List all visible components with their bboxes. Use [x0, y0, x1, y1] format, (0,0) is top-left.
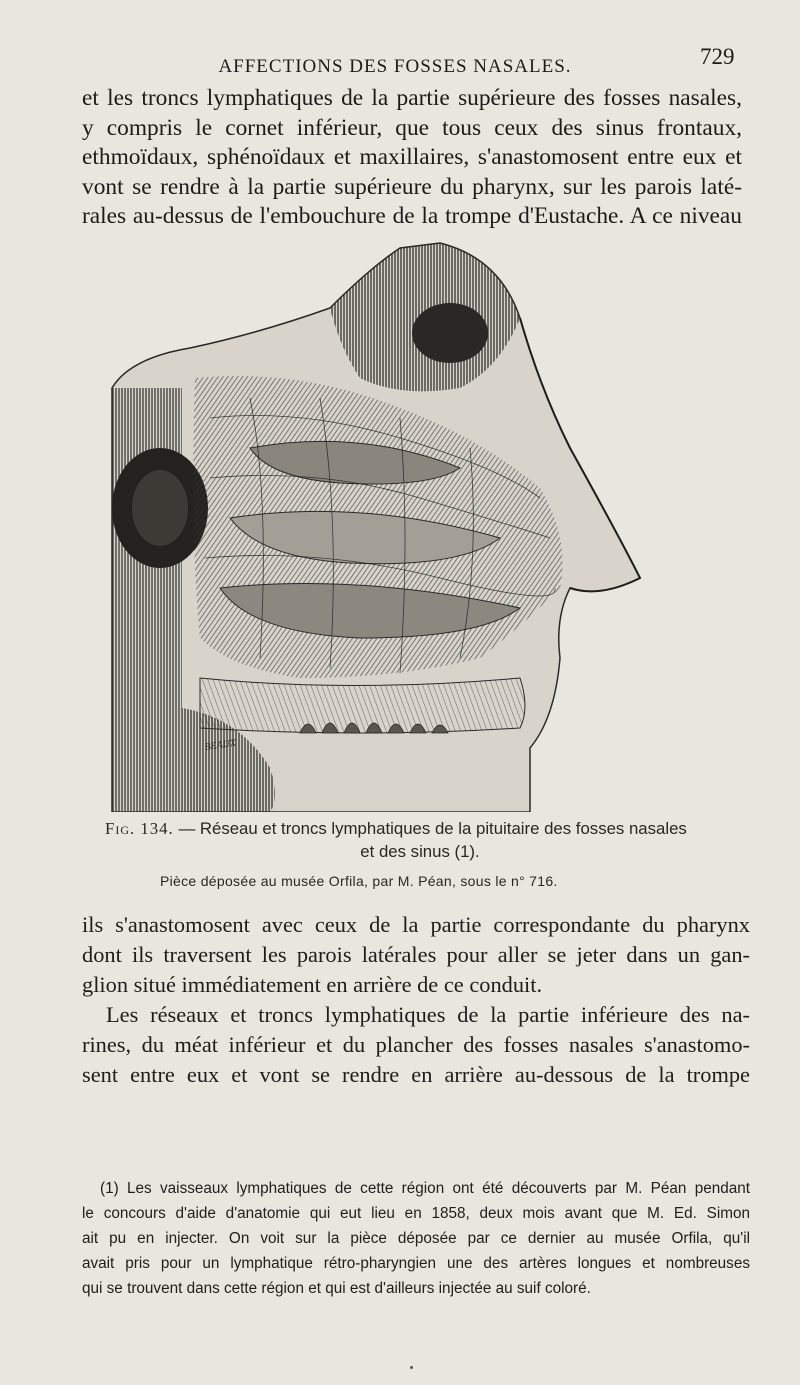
text-line: glion situé immédiatement en arrière de ce conduit. [82, 972, 543, 997]
text-line: Les réseaux et troncs lymphatiques de la partie inférieure des na- [106, 1002, 750, 1027]
footnote [82, 1176, 750, 1301]
top-paragraph [82, 84, 742, 232]
text-line: sent entre eux et vont se rendre en arrière au-dessous de la trompe [82, 1062, 750, 1087]
text-line: ils s'anastomosent avec ceux de la partie correspondante du pharynx [82, 912, 750, 937]
figure-label: Fig. 134. [105, 819, 174, 838]
page-number: 729 [700, 44, 735, 69]
text-line: y compris le cornet inférieur, que tous ceux des sinus frontaux, [82, 114, 742, 141]
main-paragraph [82, 910, 750, 1090]
text-line: et les troncs lymphatiques de la partie supérieure des fosses nasales, [82, 85, 742, 111]
anatomical-engraving [100, 238, 690, 812]
frontal-sinus [412, 303, 488, 363]
text-line: rines, du méat inférieur et du plancher des fosses nasales s'anastomo- [82, 1032, 750, 1057]
caption-text: — Réseau et troncs lymphatiques de la pituitaire des fosses nasales [178, 819, 687, 838]
running-title: AFFECTIONS DES FOSSES NASALES. [218, 56, 572, 77]
footnote-line: qui se trouvent dans cette région et qui est d'ailleurs injectée au suif coloré. [82, 1280, 591, 1297]
footnote-line: ait pu en injecter. On voit sur la pièce déposée par ce dernier au musée Orfila, qu'il [82, 1230, 750, 1247]
caption-text: et des sinus (1). [360, 842, 480, 861]
print-dot [410, 1366, 413, 1369]
hard-palate [200, 678, 525, 733]
text-line: rales au-dessus de l'embouchure de la trompe d'Eustache. A ce niveau [82, 203, 742, 229]
engraver-signature: BEAUX [203, 737, 237, 753]
footnote-line: (1) Les vaisseaux lymphatiques de cette région ont été découverts par M. Péan pendant [100, 1180, 750, 1197]
figure-caption [105, 817, 735, 863]
footnote-line: avait pris pour un lymphatique rétro-pharyngien une des artères longues et nombreuses [82, 1255, 750, 1272]
text-line: dont ils traversent les parois latérales pour aller se jeter dans un gan- [82, 942, 750, 967]
figure-provenance: Pièce déposée au musée Orfila, par M. Péan, sous le n° 716. [160, 873, 558, 889]
footnote-line: le concours d'aide d'anatomie qui eut lieu en 1858, deux mois avant que M. Ed. Simon [82, 1205, 750, 1222]
text-line: ethmoïdaux, sphénoïdaux et maxillaires, s'anastomosent entre eux et [82, 144, 742, 170]
text-line: vont se rendre à la partie supérieure du pharynx, sur les parois laté- [82, 173, 742, 200]
